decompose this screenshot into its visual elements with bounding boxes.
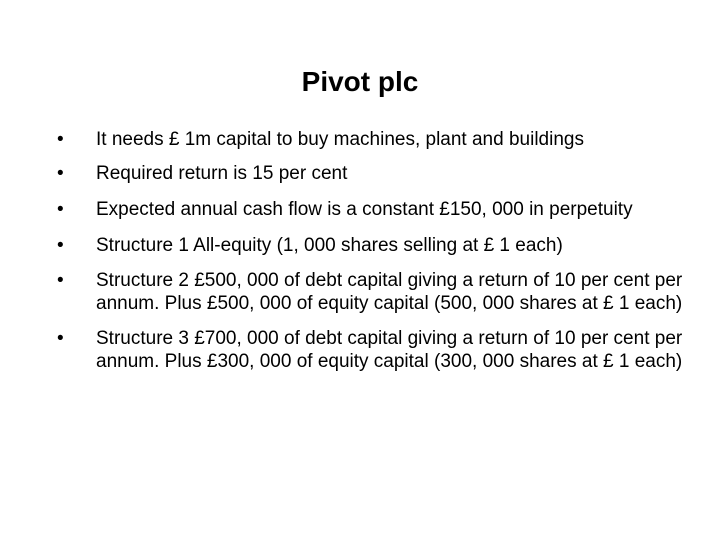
slide-title-text: Pivot plc: [301, 66, 419, 97]
bullet-dot-icon: •: [57, 199, 64, 220]
bullet-item: [57, 162, 697, 185]
bullet-item: [57, 327, 697, 373]
bullet-dot-icon: •: [57, 235, 64, 256]
bullet-text: Structure 2 £500, 000 of debt capital giving a return of 10 per cent per annum. Plus £500, 000 of equity capital (500, 000 shares at £ 1 each): [96, 270, 683, 314]
bullet-item: [57, 269, 697, 315]
bullet-dot-icon: •: [57, 129, 64, 150]
bullet-text: Structure 1 All-equity (1, 000 shares selling at £ 1 each): [96, 235, 563, 256]
bullet-text: Required return is 15 per cent: [96, 163, 348, 184]
bullet-item: [57, 128, 697, 151]
bullet-text: It needs £ 1m capital to buy machines, plant and buildings: [96, 129, 584, 150]
bullet-item: [57, 234, 697, 257]
bullet-dot-icon: •: [57, 328, 64, 349]
bullet-text: Expected annual cash flow is a constant £150, 000 in perpetuity: [96, 199, 633, 220]
bullet-item: [57, 198, 697, 221]
bullet-dot-icon: •: [57, 270, 64, 291]
bullet-list: [57, 128, 697, 373]
bullet-dot-icon: •: [57, 163, 64, 184]
bullet-text: Structure 3 £700, 000 of debt capital giving a return of 10 per cent per annum. Plus £300, 000 of equity capital (300, 000 shares at £ 1 each): [96, 328, 683, 372]
slide-title: [0, 62, 720, 102]
